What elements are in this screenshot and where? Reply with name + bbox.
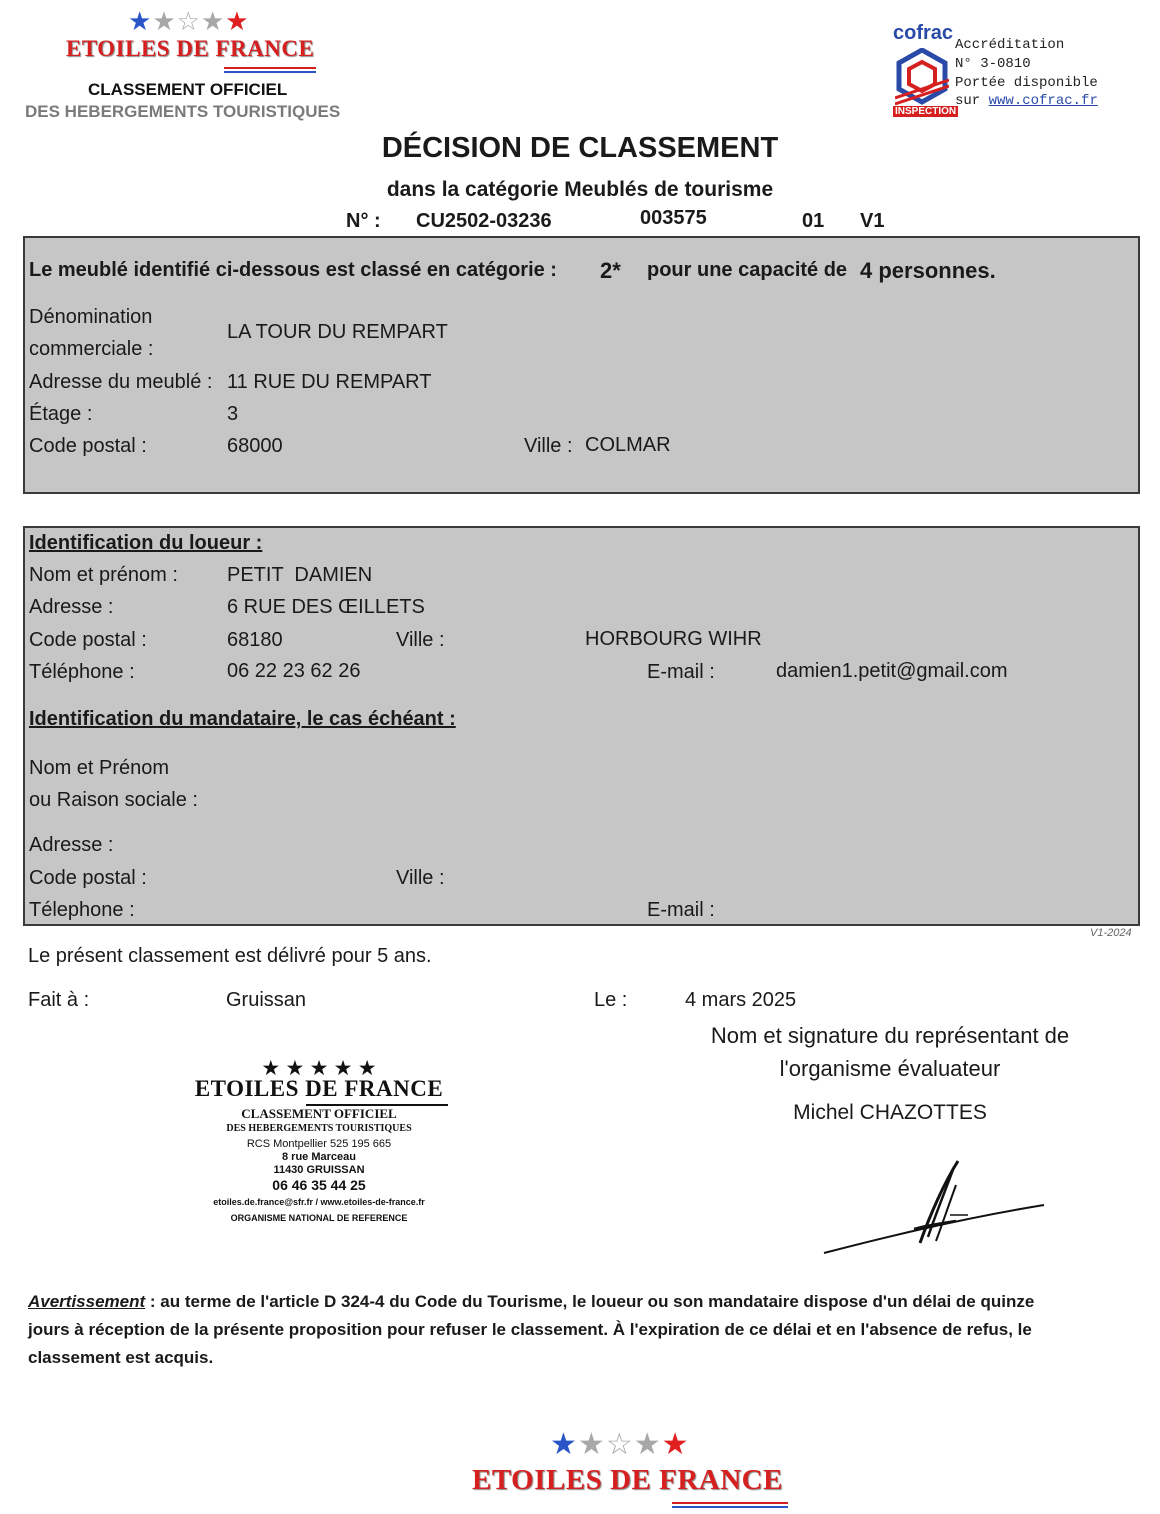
lessor-address-label: Adresse : bbox=[29, 596, 114, 618]
cofrac-line4 bbox=[955, 93, 1098, 109]
stamp-line6: 06 46 35 44 25 bbox=[272, 1177, 366, 1193]
signatory-name: Michel CHAZOTTES bbox=[793, 1101, 987, 1124]
footer-logo-stars bbox=[550, 1430, 690, 1460]
postal-value: 68000 bbox=[227, 435, 283, 457]
stamp-line1: CLASSEMENT OFFICIEL bbox=[241, 1106, 397, 1121]
cofrac-link[interactable]: www.cofrac.fr bbox=[988, 93, 1098, 109]
header-logo-brand: ETOILES DE FRANCE bbox=[66, 36, 315, 61]
capacity-value: 4 personnes. bbox=[860, 258, 996, 283]
city-label: Ville : bbox=[524, 435, 573, 457]
agent-address-label: Adresse : bbox=[29, 834, 114, 856]
page-title: DÉCISION DE CLASSEMENT bbox=[381, 132, 779, 164]
footer-logo-brand: ETOILES DE FRANCE bbox=[472, 1464, 783, 1496]
stamp-line2: DES HEBERGEMENTS TOURISTIQUES bbox=[226, 1123, 412, 1134]
postal-label: Code postal : bbox=[29, 435, 147, 457]
floor-label: Étage : bbox=[29, 403, 93, 425]
footer-logo-rule-red bbox=[672, 1502, 788, 1504]
star-icon: ★ bbox=[577, 1428, 606, 1461]
floor-value: 3 bbox=[227, 403, 239, 425]
lessor-phone-label: Téléphone : bbox=[29, 661, 135, 683]
city-value: COLMAR bbox=[585, 434, 671, 456]
star-icon: ★ bbox=[128, 6, 153, 36]
star-icon: ★ bbox=[550, 1428, 578, 1461]
reference-label: N° : bbox=[346, 210, 381, 232]
header-logo-line2: DES HEBERGEMENTS TOURISTIQUES bbox=[25, 102, 341, 121]
validity-text: Le présent classement est délivré pour 5 ans. bbox=[28, 945, 432, 967]
denomination-label-1: Dénomination bbox=[29, 306, 153, 328]
header-logo-rule-blue bbox=[224, 71, 316, 73]
stamp-line7: etoiles.de.france@sfr.fr / www.etoiles-de-france.fr bbox=[213, 1197, 425, 1207]
cofrac-logo bbox=[893, 22, 1103, 122]
warning-label: Avertissement bbox=[28, 1292, 146, 1311]
star-outline-icon: ☆ bbox=[176, 6, 201, 36]
star-icon: ★ bbox=[152, 6, 177, 36]
cofrac-badge: INSPECTION bbox=[895, 106, 957, 117]
date-label: Le : bbox=[594, 989, 628, 1011]
agent-email-label: E-mail : bbox=[647, 899, 715, 921]
classification-intro: Le meublé identifié ci-dessous est classé en catégorie : bbox=[29, 259, 557, 281]
date-value: 4 mars 2025 bbox=[685, 989, 797, 1011]
reference-line bbox=[0, 208, 1160, 236]
lessor-postal-label: Code postal : bbox=[29, 629, 147, 651]
header-logo-line1: CLASSEMENT OFFICIEL bbox=[88, 80, 288, 99]
stamp-stars: ★ ★ ★ ★ ★ bbox=[261, 1056, 377, 1080]
footer-logo-rule-blue bbox=[672, 1506, 788, 1508]
header-logo bbox=[24, 6, 374, 124]
lessor-name-label: Nom et prénom : bbox=[29, 564, 178, 586]
cofrac-wordmark: cofrac bbox=[893, 22, 954, 44]
cofrac-hexagon-icon bbox=[895, 48, 949, 106]
stamp-brand: ETOILES DE FRANCE bbox=[194, 1076, 444, 1101]
star-icon: ★ bbox=[200, 6, 226, 36]
signature-image bbox=[818, 1155, 1050, 1261]
reference-code2: 01 bbox=[802, 210, 825, 232]
signatory-line1: Nom et signature du représentant de bbox=[710, 1023, 1070, 1048]
page-subtitle: dans la catégorie Meublés de tourisme bbox=[386, 178, 774, 201]
lessor-name-value: PETIT DAMIEN bbox=[227, 564, 373, 586]
stamp-line5: 11430 GRUISSAN bbox=[273, 1164, 365, 1176]
lessor-phone-value: 06 22 23 62 26 bbox=[227, 660, 361, 682]
stamp-line8: ORGANISME NATIONAL DE REFERENCE bbox=[230, 1213, 408, 1223]
footer-logo bbox=[470, 1428, 810, 1512]
form-version: V1-2024 bbox=[1090, 927, 1132, 939]
reference-version: V1 bbox=[860, 210, 885, 232]
denomination-value: LA TOUR DU REMPART bbox=[227, 321, 448, 343]
signatory-line2: l'organisme évaluateur bbox=[779, 1056, 1001, 1081]
star-outline-icon: ☆ bbox=[605, 1428, 634, 1461]
done-at-value: Gruissan bbox=[226, 989, 307, 1011]
identification-box bbox=[23, 526, 1140, 926]
cofrac-line1: Accréditation bbox=[955, 37, 1065, 53]
classification-category: 2* bbox=[600, 258, 621, 283]
address-value: 11 RUE DU REMPART bbox=[227, 371, 432, 393]
denomination-label-2: commerciale : bbox=[29, 338, 154, 360]
stamp-line4: 8 rue Marceau bbox=[282, 1151, 356, 1163]
agent-heading: Identification du mandataire, le cas échéant : bbox=[29, 708, 456, 730]
header-logo-stars bbox=[128, 8, 250, 34]
warning-line2: jours à réception de la présente proposition pour refuser le classement. À l'expiration de ce délai et en l'absence de refus, le bbox=[28, 1320, 1032, 1339]
warning-line3: classement est acquis. bbox=[28, 1348, 214, 1367]
agent-name-label-1: Nom et Prénom bbox=[29, 757, 170, 779]
lessor-email-value: damien1.petit@gmail.com bbox=[776, 660, 1008, 682]
stamp-line3: RCS Montpellier 525 195 665 bbox=[246, 1138, 392, 1150]
done-at-label: Fait à : bbox=[28, 989, 90, 1011]
agent-postal-label: Code postal : bbox=[29, 867, 147, 889]
warning-line1-text: : au terme de l'article D 324-4 du Code du Tourisme, le loueur ou son mandataire dispose d'un délai de quinze bbox=[145, 1292, 1035, 1311]
cofrac-line4-prefix: sur bbox=[955, 93, 981, 109]
lessor-address-value: 6 RUE DES ŒILLETS bbox=[227, 596, 425, 618]
header-logo-rule-red bbox=[224, 67, 316, 69]
reference-code: 003575 bbox=[640, 207, 707, 229]
reference-number: CU2502-03236 bbox=[416, 210, 552, 232]
lessor-heading: Identification du loueur : bbox=[29, 532, 263, 554]
star-icon: ★ bbox=[661, 1428, 690, 1461]
lessor-city-value: HORBOURG WIHR bbox=[585, 628, 762, 650]
agent-name-label-2: ou Raison sociale : bbox=[29, 789, 198, 811]
agent-city-label: Ville : bbox=[396, 867, 445, 889]
star-icon: ★ bbox=[633, 1428, 662, 1461]
classification-box bbox=[23, 236, 1140, 494]
cofrac-line2: N° 3-0810 bbox=[955, 56, 1031, 72]
agent-phone-label: Télephone : bbox=[29, 899, 135, 921]
lessor-email-label: E-mail : bbox=[647, 661, 715, 683]
warning-line1 bbox=[28, 1288, 1034, 1316]
address-label: Adresse du meublé : bbox=[29, 371, 213, 393]
company-stamp bbox=[178, 1056, 460, 1228]
lessor-city-label: Ville : bbox=[396, 629, 445, 651]
star-icon: ★ bbox=[225, 6, 250, 36]
cofrac-line3: Portée disponible bbox=[955, 75, 1098, 91]
lessor-postal-value: 68180 bbox=[227, 629, 283, 651]
warning-paragraph bbox=[28, 1288, 1034, 1372]
capacity-label: pour une capacité de bbox=[647, 259, 848, 281]
